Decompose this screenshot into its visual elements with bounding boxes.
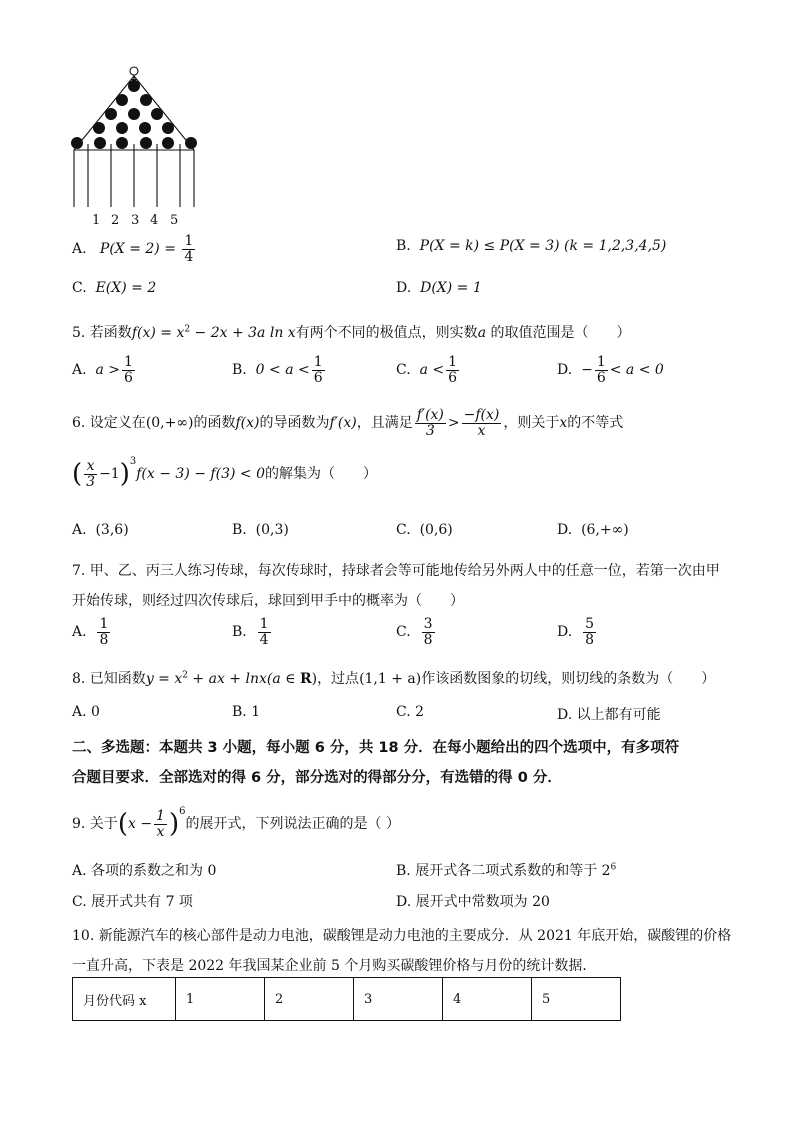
q4-option-b: B. P(X = k) ≤ P(X = 3) (k = 1,2,3,4,5) xyxy=(396,238,667,254)
q5-option-c: C. a < $\frac{1}{6}$ xyxy=(396,354,458,386)
q8-option-a: A. 0 xyxy=(72,704,100,720)
q4-option-a: A. P(X = 2) = $\frac{1}{4}$ xyxy=(72,233,194,265)
table-header-cell: 月份代码 x xyxy=(73,978,176,1021)
q10-data-table xyxy=(72,977,621,1021)
peg xyxy=(140,137,152,149)
peg xyxy=(94,137,106,149)
peg xyxy=(116,94,128,106)
q6-option-d: D. (6,+∞) xyxy=(557,522,629,538)
peg xyxy=(162,137,174,149)
q5-option-b: B. 0 < a < $\frac{1}{6}$ xyxy=(232,354,323,386)
q4-option-d: D. D(X) = 1 xyxy=(396,280,482,296)
table-row xyxy=(73,978,621,1021)
q8-stem: 8. 已知函数$y = x^2$ + ax + lnx(a ∈ R)，过点(1,1 + a)作该函数图象的切线，则切线的条数为（ ） xyxy=(72,670,716,687)
q9-option-c: C. 展开式共有 7 项 xyxy=(72,894,193,910)
bin-label: 4 xyxy=(150,213,159,228)
q8-option-c: C. 2 xyxy=(396,704,425,720)
peg xyxy=(185,137,197,149)
q6-stem-line1: 6. 设定义在(0,+∞)的函数f(x)的导函数为f′(x)，且满足 $\frac{f'(x)}{3}$ > $\frac{-f(x)}{x}$ ，则关于x的不等式 xyxy=(72,407,624,439)
q9-stem: 9. 关于(x − $\frac{1}{x}$ )$^6$的展开式，下列说法正确的是（ ） xyxy=(72,806,400,840)
q5-option-a: A. a > $\frac{1}{6}$ xyxy=(72,354,133,386)
q9-option-b: B. 展开式各二项式系数的和等于 $2^6$ xyxy=(396,862,617,879)
q6-option-b: B. (0,3) xyxy=(232,522,289,538)
q8-option-d: D. 以上都有可能 xyxy=(557,707,661,723)
bin-label: 1 xyxy=(92,213,101,228)
table-cell: 1 xyxy=(176,978,265,1021)
peg xyxy=(116,122,128,134)
bin-label: 3 xyxy=(131,213,140,228)
peg xyxy=(151,108,163,120)
galton-board-figure xyxy=(70,64,200,229)
q9-option-a: A. 各项的系数之和为 0 xyxy=(72,863,217,879)
table-cell: 2 xyxy=(265,978,354,1021)
peg xyxy=(140,94,152,106)
q5-option-d: D. − $\frac{1}{6}$ < a < 0 xyxy=(557,354,664,386)
q6-stem-line2: ( $\frac{x}{3}$ −1)$^3$f(x − 3) − f(3) < 0的解集为（ ） xyxy=(72,456,377,490)
q4-option-c: C. E(X) = 2 xyxy=(72,280,157,296)
q8-option-b: B. 1 xyxy=(232,704,261,720)
table-cell: 5 xyxy=(532,978,621,1021)
q10-stem-line2: 一直升高，下表是 2022 年我国某企业前 5 个月购买碳酸锂价格与月份的统计数据． xyxy=(72,958,597,974)
section-heading-line1: 二、多选题：本题共 3 小题，每小题 6 分，共 18 分．在每小题给出的四个选项中，有多项符 xyxy=(72,740,680,756)
q10-stem-line1: 10. 新能源汽车的核心部件是动力电池，碳酸锂是动力电池的主要成分．从 2021 年底开始，碳酸锂的价格 xyxy=(72,928,732,944)
peg xyxy=(93,122,105,134)
table-cell: 4 xyxy=(443,978,532,1021)
q9-option-d: D. 展开式中常数项为 20 xyxy=(396,894,550,910)
peg xyxy=(139,122,151,134)
q7-option-c: C. $\frac{3}{8}$ xyxy=(396,616,433,648)
q7-option-b: B. $\frac{1}{4}$ xyxy=(232,616,269,648)
q7-option-d: D. $\frac{5}{8}$ xyxy=(557,616,595,648)
q7-stem-line1: 7. 甲、乙、丙三人练习传球，每次传球时，持球者会等可能地传给另外两人中的任意一位，若第一次由甲 xyxy=(72,563,720,579)
bin-label: 5 xyxy=(170,213,179,228)
peg xyxy=(128,108,140,120)
peg xyxy=(105,108,117,120)
q6-option-a: A. (3,6) xyxy=(72,522,129,538)
q7-option-a: A. $\frac{1}{8}$ xyxy=(72,616,109,648)
peg xyxy=(162,122,174,134)
q6-option-c: C. (0,6) xyxy=(396,522,453,538)
q7-stem-line2: 开始传球，则经过四次传球后，球回到甲手中的概率为（ ） xyxy=(72,593,464,609)
peg xyxy=(71,137,83,149)
section-heading-line2: 合题目要求．全部选对的得 6 分，部分选对的得部分分，有选错的得 0 分． xyxy=(72,770,562,786)
q5-stem: 5. 若函数$f(x) = x^2 - 2x + 3a$ ln x有两个不同的极值点，则实数a 的取值范围是（ ） xyxy=(72,324,631,341)
peg xyxy=(116,137,128,149)
bin-label: 2 xyxy=(111,213,120,228)
table-cell: 3 xyxy=(354,978,443,1021)
peg xyxy=(128,80,140,92)
